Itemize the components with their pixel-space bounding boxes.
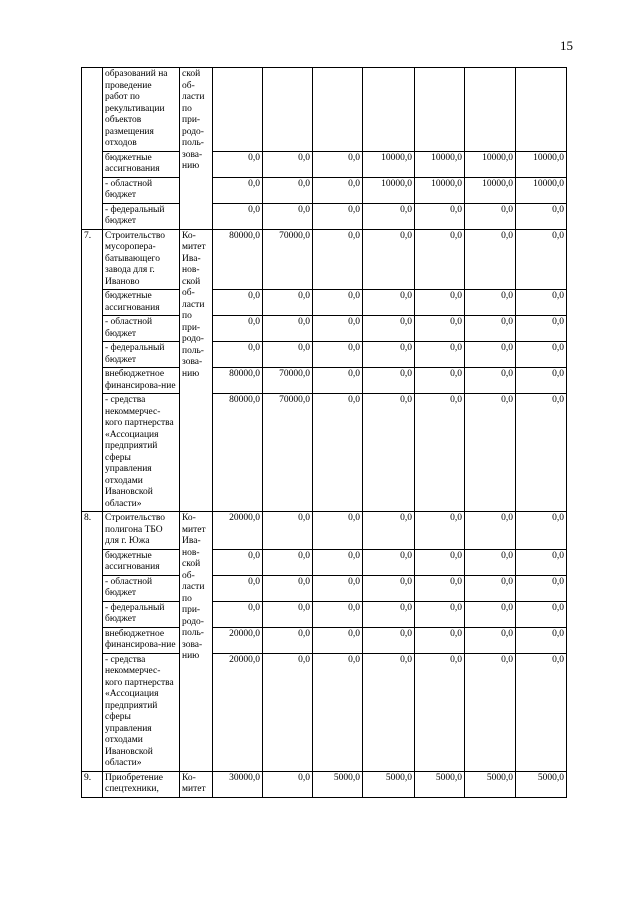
executor-cell-line: ласти — [182, 299, 205, 310]
value-cell: 0,0 — [516, 601, 567, 627]
value-cell: 0,0 — [516, 368, 567, 394]
value-cell: 0,0 — [313, 575, 363, 601]
value-cell: 0,0 — [363, 575, 415, 601]
value-cell: 0,0 — [263, 151, 313, 177]
table-row — [82, 394, 567, 512]
executor-cell-line: ской — [182, 276, 201, 287]
value-cell: 0,0 — [415, 512, 465, 550]
row-name-cell: бюджетные ассигнования — [103, 549, 180, 575]
value-cell — [465, 68, 516, 152]
value-cell: 0,0 — [516, 342, 567, 368]
value-cell — [516, 68, 567, 152]
item-name-cell-line: проведение — [105, 80, 152, 91]
value-cell: 0,0 — [313, 512, 363, 550]
value-cell: 0,0 — [313, 549, 363, 575]
value-cell: 0,0 — [516, 229, 567, 290]
value-cell: 0,0 — [516, 203, 567, 229]
value-cell: 0,0 — [263, 316, 313, 342]
value-cell: 0,0 — [313, 627, 363, 653]
value-cell: 0,0 — [213, 575, 263, 601]
executor-cell-line: нию — [182, 161, 200, 171]
value-cell: 10000,0 — [415, 177, 465, 203]
table-row — [82, 68, 567, 152]
value-cell: 0,0 — [213, 549, 263, 575]
value-cell: 20000,0 — [213, 512, 263, 550]
executor-cell-line: нов- — [182, 547, 200, 558]
value-cell: 0,0 — [363, 290, 415, 316]
value-cell — [415, 68, 465, 152]
value-cell: 0,0 — [465, 203, 516, 229]
value-cell: 0,0 — [313, 316, 363, 342]
value-cell: 10000,0 — [516, 151, 567, 177]
executor-cell — [180, 229, 213, 512]
row-name-cell: Строительство мусоропера-батывающего завода для г. Иваново — [103, 229, 180, 290]
item-name-cell — [103, 68, 180, 152]
executor-cell-line: зова- — [182, 357, 203, 367]
value-cell: 0,0 — [313, 229, 363, 290]
item-number-cell: 9. — [82, 771, 103, 797]
value-cell: 80000,0 — [213, 368, 263, 394]
value-cell: 0,0 — [465, 653, 516, 771]
value-cell: 0,0 — [363, 394, 415, 512]
value-cell: 0,0 — [363, 342, 415, 368]
executor-cell-line: митет — [182, 524, 206, 535]
item-number-cell: 7. — [82, 229, 103, 512]
row-name-cell: Строительство полигона ТБО для г. Южа — [103, 512, 180, 550]
value-cell: 80000,0 — [213, 229, 263, 290]
value-cell: 0,0 — [313, 342, 363, 368]
value-cell: 30000,0 — [213, 771, 263, 797]
value-cell: 0,0 — [263, 203, 313, 229]
executor-cell-line: по — [182, 311, 192, 321]
table-row — [82, 549, 567, 575]
value-cell: 0,0 — [363, 316, 415, 342]
executor-cell-line: об- — [182, 288, 195, 298]
value-cell: 0,0 — [363, 601, 415, 627]
item-number-cell: 8. — [82, 512, 103, 772]
value-cell: 0,0 — [313, 394, 363, 512]
row-name-cell: - средства некоммерчес-кого партнерства «Ассоциация предприятий сферы управления отходами Ивановской области» — [103, 653, 180, 771]
table-row — [82, 771, 567, 797]
value-cell: 0,0 — [516, 627, 567, 653]
value-cell: 5000,0 — [415, 771, 465, 797]
row-name-cell: внебюджетное финансирова-ние — [103, 627, 180, 653]
value-cell: 0,0 — [313, 368, 363, 394]
value-cell: 0,0 — [465, 512, 516, 550]
executor-cell-line: митет — [182, 784, 206, 794]
value-cell: 0,0 — [313, 177, 363, 203]
executor-cell-line: поль- — [182, 628, 204, 638]
executor-cell-line: нию — [182, 651, 200, 661]
table-row — [82, 627, 567, 653]
table-row — [82, 203, 567, 229]
item-name-cell-line: работ по — [105, 92, 140, 102]
value-cell: 5000,0 — [363, 771, 415, 797]
value-cell: 0,0 — [263, 653, 313, 771]
value-cell: 0,0 — [363, 229, 415, 290]
table-row — [82, 290, 567, 316]
value-cell: 0,0 — [363, 512, 415, 550]
value-cell: 0,0 — [415, 342, 465, 368]
value-cell: 0,0 — [415, 290, 465, 316]
executor-cell-line: ской — [182, 559, 201, 569]
executor-cell-line: родо- — [182, 616, 204, 627]
executor-cell-line: нию — [182, 368, 200, 379]
executor-cell-line: ласти — [182, 582, 205, 592]
executor-cell — [180, 68, 213, 230]
value-cell — [263, 68, 313, 152]
value-cell — [213, 68, 263, 152]
value-cell: 10000,0 — [465, 151, 516, 177]
executor-cell-line: при- — [182, 322, 201, 333]
executor-cell-line: по — [182, 103, 192, 114]
executor-cell — [180, 512, 213, 772]
value-cell: 0,0 — [363, 368, 415, 394]
value-cell: 0,0 — [415, 627, 465, 653]
value-cell: 0,0 — [263, 601, 313, 627]
executor-cell-line: ласти — [182, 92, 205, 102]
value-cell: 0,0 — [313, 203, 363, 229]
value-cell: 0,0 — [516, 512, 567, 550]
row-name-cell: - областной бюджет — [103, 575, 180, 601]
value-cell: 0,0 — [213, 290, 263, 316]
row-name-cell: бюджетные ассигнования — [103, 151, 180, 177]
value-cell: 5000,0 — [465, 771, 516, 797]
executor-cell-line: Ко- — [182, 230, 196, 241]
table-row — [82, 601, 567, 627]
executor-cell-line: при- — [182, 605, 201, 615]
value-cell: 10000,0 — [465, 177, 516, 203]
value-cell: 0,0 — [415, 653, 465, 771]
item-name-cell-line: размещения — [105, 126, 154, 137]
executor-cell-line: при- — [182, 115, 201, 125]
value-cell — [313, 68, 363, 152]
value-cell: 0,0 — [465, 627, 516, 653]
table-row — [82, 316, 567, 342]
value-cell: 0,0 — [415, 394, 465, 512]
executor-cell-line: поль- — [182, 345, 204, 356]
value-cell — [363, 68, 415, 152]
item-name-cell-line: отходов — [105, 138, 137, 148]
value-cell: 0,0 — [213, 203, 263, 229]
value-cell: 0,0 — [465, 316, 516, 342]
row-name-cell: - областной бюджет — [103, 316, 180, 342]
row-name-cell: - федеральный бюджет — [103, 203, 180, 229]
table-row — [82, 368, 567, 394]
item-number-cell — [82, 68, 103, 230]
executor-cell-line: Ива- — [182, 253, 201, 264]
table-row — [82, 512, 567, 550]
executor-cell — [180, 771, 213, 797]
value-cell: 0,0 — [313, 290, 363, 316]
value-cell: 10000,0 — [363, 177, 415, 203]
value-cell: 0,0 — [465, 394, 516, 512]
value-cell: 0,0 — [213, 342, 263, 368]
executor-cell-line: Ива- — [182, 536, 201, 546]
value-cell: 0,0 — [263, 512, 313, 550]
value-cell: 0,0 — [465, 229, 516, 290]
table-row — [82, 342, 567, 368]
value-cell: 0,0 — [465, 549, 516, 575]
value-cell: 0,0 — [263, 290, 313, 316]
value-cell: 0,0 — [263, 627, 313, 653]
budget-table — [81, 67, 567, 798]
value-cell: 10000,0 — [516, 177, 567, 203]
value-cell: 0,0 — [415, 368, 465, 394]
value-cell: 10000,0 — [415, 151, 465, 177]
value-cell: 0,0 — [465, 601, 516, 627]
page-number: 15 — [560, 38, 573, 53]
executor-cell-line: Ко- — [182, 772, 196, 783]
value-cell: 0,0 — [415, 575, 465, 601]
value-cell: 5000,0 — [313, 771, 363, 797]
value-cell: 0,0 — [263, 771, 313, 797]
value-cell: 0,0 — [516, 575, 567, 601]
executor-cell-line: ской — [182, 69, 201, 79]
table-row — [82, 229, 567, 290]
row-name-cell: - федеральный бюджет — [103, 342, 180, 368]
executor-cell-line: Ко- — [182, 513, 196, 523]
table-row — [82, 151, 567, 177]
executor-cell-line: митет — [182, 242, 206, 252]
value-cell: 0,0 — [465, 368, 516, 394]
value-cell: 0,0 — [516, 316, 567, 342]
value-cell: 0,0 — [415, 316, 465, 342]
executor-cell-line: об- — [182, 570, 195, 581]
executor-cell-line: поль- — [182, 138, 204, 148]
value-cell: 0,0 — [213, 316, 263, 342]
value-cell: 20000,0 — [213, 653, 263, 771]
value-cell: 0,0 — [465, 575, 516, 601]
value-cell: 70000,0 — [263, 368, 313, 394]
executor-cell-line: родо- — [182, 334, 204, 344]
value-cell: 0,0 — [313, 601, 363, 627]
value-cell: 0,0 — [415, 549, 465, 575]
item-name-cell-line: рекультивации — [105, 103, 165, 114]
value-cell: 0,0 — [213, 177, 263, 203]
row-name-cell: - областной бюджет — [103, 177, 180, 203]
value-cell: 0,0 — [465, 342, 516, 368]
item-name-cell-line: объектов — [105, 115, 142, 125]
value-cell: 0,0 — [516, 394, 567, 512]
value-cell: 10000,0 — [363, 151, 415, 177]
value-cell: 0,0 — [263, 342, 313, 368]
executor-cell-line: по — [182, 593, 192, 604]
value-cell: 0,0 — [263, 549, 313, 575]
table-row — [82, 575, 567, 601]
value-cell: 0,0 — [313, 653, 363, 771]
value-cell: 5000,0 — [516, 771, 567, 797]
table-row — [82, 177, 567, 203]
value-cell: 0,0 — [415, 601, 465, 627]
value-cell: 0,0 — [263, 177, 313, 203]
value-cell: 0,0 — [465, 290, 516, 316]
value-cell: 0,0 — [213, 151, 263, 177]
executor-cell-line: родо- — [182, 126, 204, 137]
executor-cell-line: зова- — [182, 639, 203, 650]
row-name-cell: - федеральный бюджет — [103, 601, 180, 627]
value-cell: 0,0 — [363, 549, 415, 575]
value-cell: 70000,0 — [263, 394, 313, 512]
executor-cell-line: зова- — [182, 149, 203, 160]
row-name-cell: Приобретение спецтехники, — [103, 771, 180, 797]
value-cell: 0,0 — [263, 575, 313, 601]
value-cell: 0,0 — [415, 229, 465, 290]
value-cell: 0,0 — [516, 549, 567, 575]
value-cell: 0,0 — [363, 627, 415, 653]
value-cell: 80000,0 — [213, 394, 263, 512]
value-cell: 0,0 — [363, 653, 415, 771]
executor-cell-line: об- — [182, 80, 195, 91]
table-row — [82, 653, 567, 771]
value-cell: 0,0 — [516, 653, 567, 771]
value-cell: 70000,0 — [263, 229, 313, 290]
value-cell: 0,0 — [313, 151, 363, 177]
value-cell: 0,0 — [213, 601, 263, 627]
item-name-cell-line: образований на — [105, 69, 168, 79]
row-name-cell: - средства некоммерчес-кого партнерства «Ассоциация предприятий сферы управления отходами Ивановской области» — [103, 394, 180, 512]
row-name-cell: внебюджетное финансирова-ние — [103, 368, 180, 394]
executor-cell-line: нов- — [182, 265, 200, 275]
value-cell: 0,0 — [363, 203, 415, 229]
value-cell: 0,0 — [415, 203, 465, 229]
value-cell: 0,0 — [516, 290, 567, 316]
value-cell: 20000,0 — [213, 627, 263, 653]
row-name-cell: бюджетные ассигнования — [103, 290, 180, 316]
